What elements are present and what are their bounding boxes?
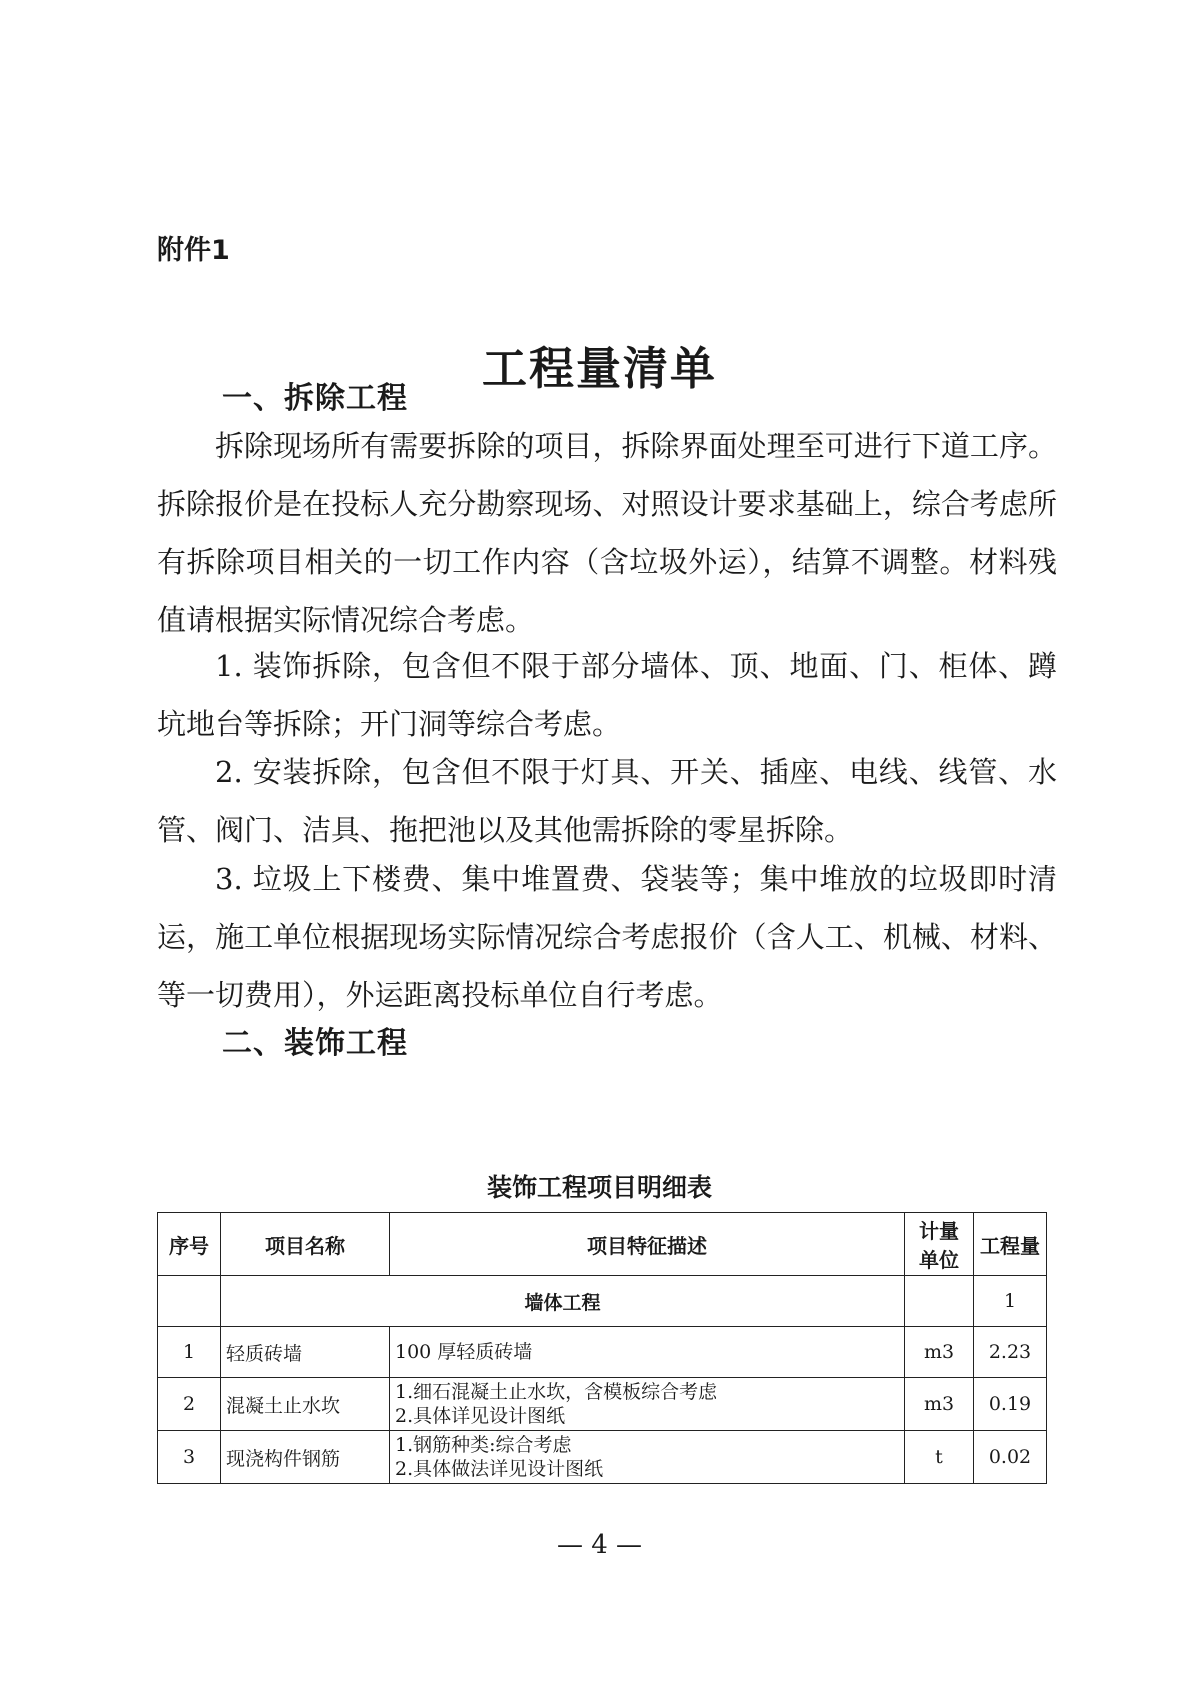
paragraph-demolition-item-1: 1. 装饰拆除，包含但不限于部分墙体、顶、地面、门、柜体、蹲坑地台等拆除；开门洞等综合考虑。 <box>157 649 1057 741</box>
table-row <box>158 1327 1047 1378</box>
paragraph-demolition-item-2: 2. 安装拆除，包含但不限于灯具、开关、插座、电线、线管、水管、阀门、洁具、拖把池以及其他需拆除的零星拆除。 <box>157 755 1057 847</box>
row-no: 1 <box>158 1327 221 1378</box>
header-no: 序号 <box>158 1213 221 1276</box>
row-desc <box>390 1327 905 1378</box>
row-qty: 0.19 <box>974 1378 1047 1431</box>
row-desc <box>390 1378 905 1431</box>
paragraph-demolition-intro: 拆除现场所有需要拆除的项目，拆除界面处理至可进行下道工序。拆除报价是在投标人充分勘察现场、对照设计要求基础上，综合考虑所有拆除项目相关的一切工作内容（含垃圾外运），结算不调整。材料残值请根据实际情况综合考虑。 <box>157 429 1057 637</box>
section-row-qty: 1 <box>974 1276 1047 1327</box>
row-desc <box>390 1431 905 1484</box>
table-row <box>158 1378 1047 1431</box>
decoration-items-table <box>157 1212 1047 1484</box>
section-row-no <box>158 1276 221 1327</box>
row-desc-line: 2.具体做法详见设计图纸 <box>395 1458 604 1480</box>
section-row-name: 墙体工程 <box>221 1276 905 1327</box>
section-heading-demolition: 一、拆除工程 <box>222 381 408 416</box>
header-qty: 工程量 <box>974 1213 1047 1276</box>
row-qty: 2.23 <box>974 1327 1047 1378</box>
row-qty: 0.02 <box>974 1431 1047 1484</box>
row-desc-line: 100 厚轻质砖墙 <box>395 1341 533 1363</box>
attachment-label: 附件1 <box>157 235 230 266</box>
page-number: — 4 — <box>556 1530 643 1560</box>
document-title: 工程量清单 <box>481 342 717 395</box>
row-unit: m3 <box>905 1378 974 1431</box>
row-desc-line: 2.具体详见设计图纸 <box>395 1405 566 1427</box>
table-title: 装饰工程项目明细表 <box>486 1173 712 1202</box>
header-unit-line1: 计量 <box>919 1219 959 1243</box>
row-desc-line: 1.钢筋种类:综合考虑 <box>395 1434 572 1456</box>
row-desc-line: 1.细石混凝土止水坎，含模板综合考虑 <box>395 1381 718 1403</box>
header-unit <box>905 1213 974 1276</box>
table-row <box>158 1431 1047 1484</box>
section-row-unit <box>905 1276 974 1327</box>
row-name: 混凝土止水坎 <box>221 1378 390 1431</box>
paragraph-demolition-item-3: 3. 垃圾上下楼费、集中堆置费、袋装等；集中堆放的垃圾即时清运，施工单位根据现场实际情况综合考虑报价（含人工、机械、材料、等一切费用），外运距离投标单位自行考虑。 <box>157 862 1057 1012</box>
header-desc: 项目特征描述 <box>390 1213 905 1276</box>
row-unit: t <box>905 1431 974 1484</box>
header-unit-line2: 单位 <box>919 1248 959 1272</box>
row-name: 现浇构件钢筋 <box>221 1431 390 1484</box>
table-section-row <box>158 1276 1047 1327</box>
table-header-row <box>158 1213 1047 1276</box>
row-name: 轻质砖墙 <box>221 1327 390 1378</box>
row-no: 3 <box>158 1431 221 1484</box>
header-name: 项目名称 <box>221 1213 390 1276</box>
section-heading-decoration: 二、装饰工程 <box>222 1026 408 1061</box>
row-unit: m3 <box>905 1327 974 1378</box>
row-no: 2 <box>158 1378 221 1431</box>
